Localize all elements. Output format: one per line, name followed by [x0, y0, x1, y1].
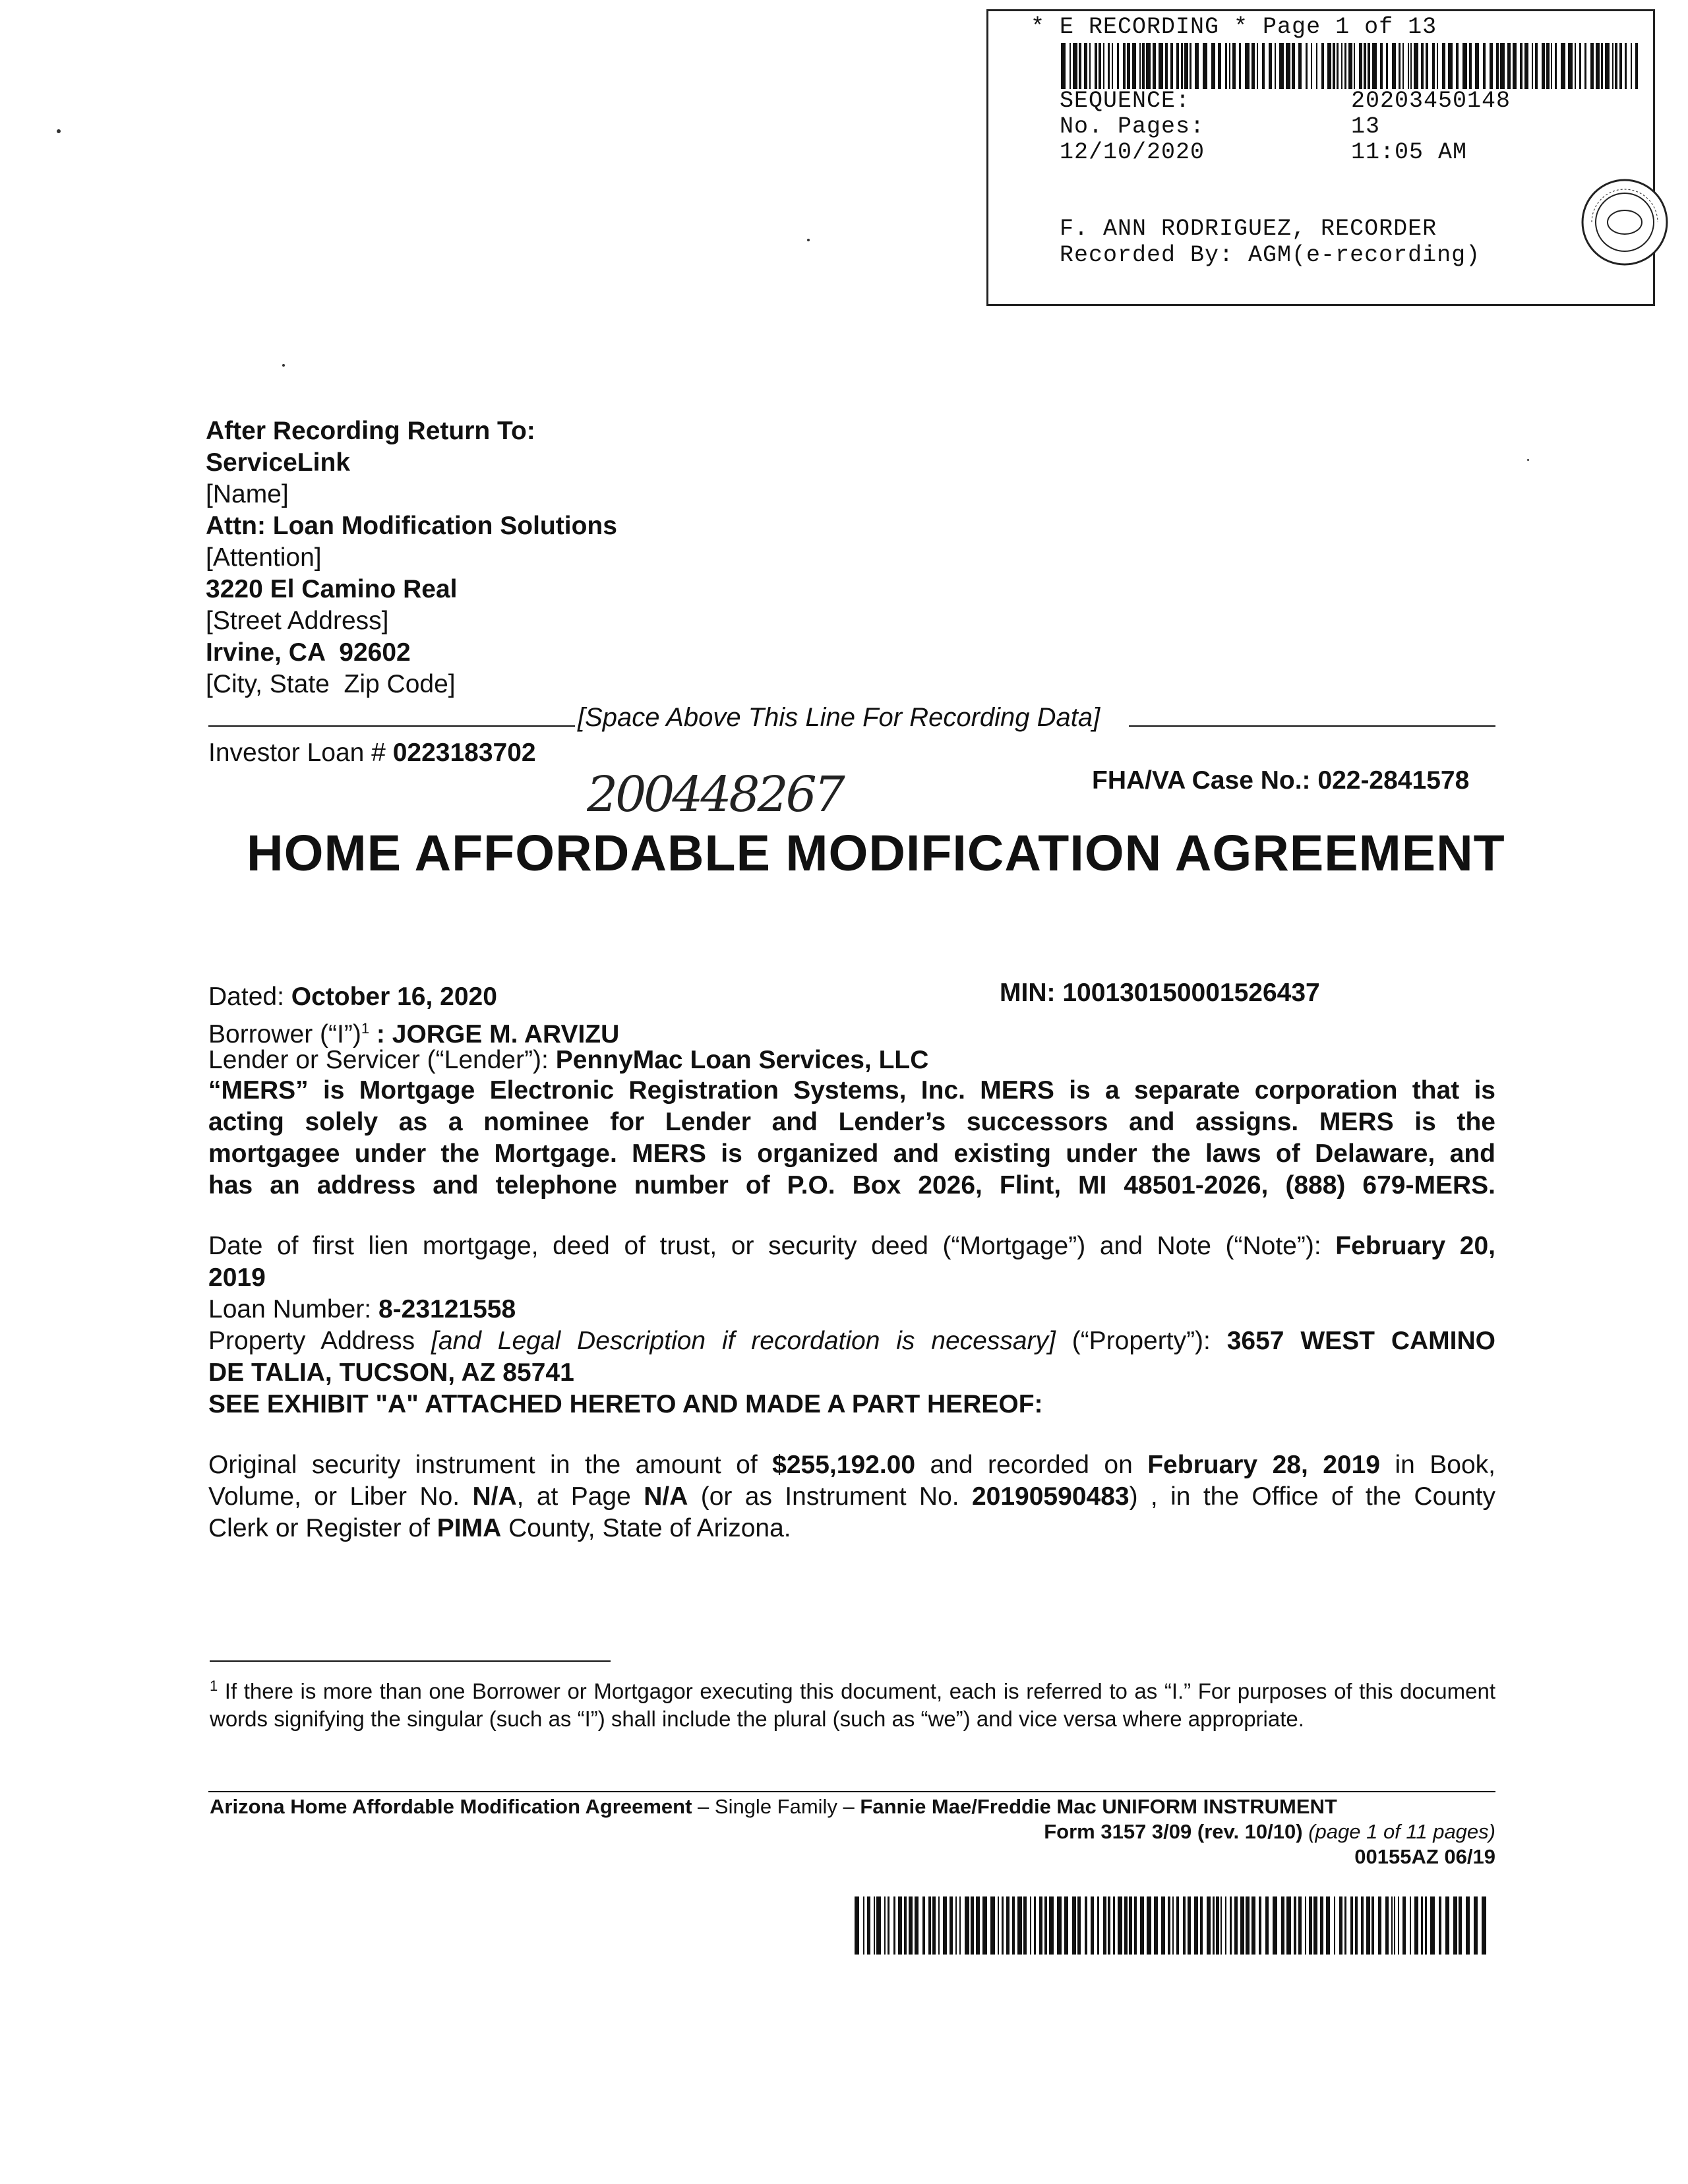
barcode-bar — [1246, 1896, 1250, 1955]
barcode-bar — [1391, 1896, 1393, 1955]
barcode-bar — [1221, 1896, 1222, 1955]
barcode-bar — [1165, 43, 1168, 89]
barcode-bar — [1334, 1896, 1335, 1955]
barcode-bar — [982, 1896, 987, 1955]
barcode-bar — [1612, 43, 1613, 89]
barcode-bar — [1551, 43, 1552, 89]
page-title: HOME AFFORDABLE MODIFICATION AGREEMENT — [247, 825, 1505, 882]
barcode-bar — [1229, 43, 1230, 89]
barcode-bar — [1337, 43, 1339, 89]
barcode-bar — [1354, 43, 1355, 89]
return-name-label: [Name] — [206, 480, 289, 508]
barcode-bar — [1326, 1896, 1330, 1955]
scan-speck — [282, 364, 285, 367]
barcode-bar — [863, 1896, 864, 1955]
barcode-bar — [1176, 43, 1179, 89]
barcode-bar — [1124, 1896, 1128, 1955]
barcode-bar — [1408, 43, 1409, 89]
barcode-bar — [1146, 43, 1151, 89]
barcode-bar — [1225, 1896, 1226, 1955]
barcode-bar — [1459, 1896, 1462, 1955]
footnote: $^1$ If there is more than one Borrower or Mortgagor executing this document, each is referred to as “I.” For purposes of this document words signifying the singular (such as “I”) shall include the plural (such as “we”) and vice versa where appropriate. — [210, 1678, 1495, 1731]
barcode-bar — [990, 1896, 995, 1955]
barcode-bar — [1190, 43, 1191, 89]
barcode-bar — [1259, 1896, 1261, 1955]
barcode-bar — [1064, 1896, 1068, 1955]
barcode-bar — [1103, 1896, 1106, 1955]
barcode-bar — [1195, 43, 1199, 89]
barcode-bar — [1203, 43, 1207, 89]
barcode-bar — [1044, 1896, 1047, 1955]
space-above-caption: [Space Above This Line For Recording Data] — [578, 703, 1100, 732]
barcode-bar — [1414, 1896, 1418, 1955]
borrower: Borrower (“I”)$^1$ : JORGE M. ARVIZU — [208, 1020, 620, 1048]
barcode-bar — [1172, 1896, 1174, 1955]
barcode-bar — [1213, 1896, 1215, 1955]
barcode-bar — [1023, 1896, 1027, 1955]
barcode-bar — [1147, 1896, 1151, 1955]
barcode-bar — [1462, 43, 1467, 89]
barcode-bar — [1084, 43, 1087, 89]
barcode-bar — [1469, 43, 1472, 89]
barcode-bar — [1482, 1896, 1486, 1955]
barcode-bar — [1619, 43, 1622, 89]
handwritten-number — [587, 764, 930, 830]
barcode-bar — [1344, 1896, 1346, 1955]
barcode-bar — [1546, 43, 1550, 89]
barcode-bar — [1049, 1896, 1054, 1955]
barcode-bar — [867, 1896, 870, 1955]
barcode-bar — [959, 1896, 961, 1955]
property-address-line: Property Address [and Legal Description if recordation is necessary] (“Property”): 3657 WEST CAMINO — [208, 1327, 1495, 1355]
barcode-bar — [1432, 43, 1435, 89]
barcode-bar — [1006, 1896, 1010, 1955]
barcode-bar — [876, 1896, 881, 1955]
barcode-bar — [1561, 43, 1565, 89]
barcode-bar — [1321, 43, 1324, 89]
barcode-bar — [1123, 43, 1126, 89]
barcode-bar — [1410, 43, 1412, 89]
investor-loan: Investor Loan # 0223183702 — [208, 739, 536, 767]
barcode-bar — [1194, 1896, 1198, 1955]
return-name: ServiceLink — [206, 448, 350, 477]
barcode-bar — [909, 1896, 913, 1955]
barcode-bar — [1366, 1896, 1370, 1955]
barcode-bar — [1085, 1896, 1087, 1955]
recording-divider-right — [1129, 725, 1495, 727]
barcode-bar — [1421, 43, 1424, 89]
barcode-bar — [1568, 43, 1573, 89]
barcode-bar — [1298, 43, 1302, 89]
barcode-bar — [932, 1896, 936, 1955]
sequence-value: 20203450148 — [1351, 88, 1511, 114]
security-instrument-line: Volume, or Liber No. N/A, at Page N/A (or as Instrument No. 20190590483) , in the Office of the County — [208, 1482, 1495, 1511]
return-city: Irvine, CA 92602 — [206, 638, 411, 667]
barcode-bar — [1425, 1896, 1427, 1955]
barcode-bar — [938, 1896, 940, 1955]
sequence-label: SEQUENCE: — [1060, 88, 1191, 114]
barcode-bar — [1355, 1896, 1358, 1955]
barcode-bar — [1635, 43, 1638, 89]
barcode-bar — [1380, 43, 1383, 89]
barcode-bar — [1535, 43, 1538, 89]
barcode-bar — [1524, 43, 1528, 89]
barcode-bar — [1309, 1896, 1312, 1955]
return-heading: After Recording Return To: — [206, 417, 535, 445]
min-number: MIN: 100130150001526437 — [1000, 979, 1320, 1007]
barcode-bar — [1350, 1896, 1353, 1955]
barcode-bar — [1281, 1896, 1284, 1955]
barcode-bar — [1361, 1896, 1364, 1955]
barcode-bar — [1394, 1896, 1395, 1955]
barcode-bar — [1483, 43, 1486, 89]
barcode-bar — [1142, 43, 1145, 89]
barcode-bar — [1298, 1896, 1302, 1955]
barcode-bar — [1200, 1896, 1203, 1955]
barcode-bar — [965, 1896, 969, 1955]
barcode-bar — [1448, 43, 1453, 89]
barcode-bar — [1341, 43, 1342, 89]
barcode-bar — [1216, 1896, 1219, 1955]
recording-title: * E RECORDING * Page 1 of 13 — [1031, 14, 1437, 40]
barcode-bar — [1079, 43, 1081, 89]
barcode-bar — [898, 1896, 902, 1955]
document-barcode — [855, 1896, 1492, 1955]
pages-label: No. Pages: — [1060, 113, 1205, 140]
barcode-bar — [1181, 43, 1183, 89]
recording-divider-left — [208, 725, 575, 727]
barcode-bar — [1333, 43, 1335, 89]
dated: Dated: October 16, 2020 — [208, 983, 497, 1011]
barcode-bar — [1183, 1896, 1186, 1955]
mers-line: has an address and telephone number of P.O. Box 2026, Flint, MI 48501-2026, (888) 679-MERS. — [208, 1171, 1495, 1199]
barcode-bar — [884, 1896, 886, 1955]
barcode-bar — [1262, 43, 1265, 89]
barcode-bar — [1601, 43, 1603, 89]
barcode-bar — [1348, 43, 1352, 89]
barcode-bar — [1466, 1896, 1470, 1955]
lender: Lender or Servicer (“Lender”): PennyMac Loan Services, LLC — [208, 1046, 929, 1074]
barcode-bar — [1113, 1896, 1115, 1955]
barcode-bar — [1230, 1896, 1232, 1955]
barcode-bar — [1176, 1896, 1179, 1955]
fha-case: FHA/VA Case No.: 022-2841578 — [1092, 766, 1470, 795]
barcode-bar — [1507, 43, 1511, 89]
barcode-bar — [1555, 43, 1557, 89]
barcode-bar — [1392, 43, 1396, 89]
barcode-bar — [1542, 43, 1545, 89]
barcode-bar — [1385, 1896, 1389, 1955]
barcode-bar — [1089, 43, 1091, 89]
barcode-bar — [1132, 43, 1136, 89]
barcode-bar — [1108, 1896, 1110, 1955]
barcode-bar — [1140, 1896, 1144, 1955]
barcode-bar — [1378, 1896, 1381, 1955]
exhibit-reference: SEE EXHIBIT "A" ATTACHED HERETO AND MADE A PART HEREOF: — [208, 1390, 1043, 1418]
barcode-bar — [1030, 1896, 1031, 1955]
barcode-bar — [1339, 1896, 1342, 1955]
mers-line: “MERS” is Mortgage Electronic Registration Systems, Inc. MERS is a separate corporation that is — [208, 1076, 1495, 1105]
barcode-bar — [1453, 1896, 1457, 1955]
svg-text:200448267: 200448267 — [587, 766, 843, 823]
barcode-bar — [1117, 43, 1119, 89]
barcode-bar — [943, 1896, 947, 1955]
recording-stamp — [986, 9, 1655, 306]
barcode-bar — [1279, 43, 1284, 89]
barcode-bar — [998, 1896, 999, 1955]
barcode-bar — [950, 1896, 953, 1955]
footer-divider — [208, 1791, 1495, 1792]
barcode-bar — [1127, 43, 1130, 89]
barcode-bar — [1239, 43, 1241, 89]
barcode-bar — [1410, 1896, 1411, 1955]
barcode-bar — [1257, 43, 1258, 89]
barcode-bar — [888, 1896, 889, 1955]
barcode-bar — [1118, 1896, 1122, 1955]
barcode-bar — [1372, 43, 1377, 89]
mers-line: mortgagee under the Mortgage. MERS is organized and existing under the laws of Delaware, and — [208, 1139, 1495, 1168]
barcode-bar — [1359, 43, 1362, 89]
return-attention: Attn: Loan Modification Solutions — [206, 512, 617, 540]
pages-value: 13 — [1351, 113, 1381, 140]
barcode-bar — [1344, 43, 1346, 89]
barcode-bar — [1442, 43, 1445, 89]
barcode-bar — [1070, 43, 1071, 89]
recorded-by: Recorded By: AGM(e-recording) — [1060, 242, 1481, 268]
loan-number: Loan Number: 8-23121558 — [208, 1295, 516, 1323]
form-name: Arizona Home Affordable Modification Agreement – Single Family – Fannie Mae/Freddie Mac UNIFORM INSTRUMENT — [210, 1795, 1337, 1818]
barcode-bar — [904, 1896, 907, 1955]
barcode-bar — [1225, 43, 1227, 89]
barcode-bar — [1139, 43, 1141, 89]
barcode-bar — [1153, 43, 1156, 89]
mers-line: acting solely as a nominee for Lender and Lender’s successors and assigns. MERS is the — [208, 1108, 1495, 1136]
barcode-bar — [1211, 43, 1215, 89]
barcode-bar — [1077, 1896, 1081, 1955]
barcode-bar — [1161, 1896, 1165, 1955]
security-instrument-line: Original security instrument in the amount of $255,192.00 and recorded on February 28, 2019 in Book, — [208, 1451, 1495, 1479]
barcode-bar — [1605, 43, 1610, 89]
barcode-bar — [1579, 43, 1581, 89]
record-time: 11:05 AM — [1351, 139, 1468, 166]
barcode-bar — [1218, 43, 1221, 89]
barcode-bar — [1474, 1896, 1478, 1955]
barcode-bar — [1039, 1896, 1042, 1955]
barcode-bar — [1445, 1896, 1449, 1955]
form-code: 00155AZ 06/19 — [1354, 1845, 1495, 1868]
barcode-bar — [1398, 1896, 1399, 1955]
barcode-bar — [1292, 43, 1295, 89]
barcode-bar — [1168, 1896, 1170, 1955]
scan-speck — [1527, 459, 1529, 461]
barcode-bar — [955, 1896, 957, 1955]
first-lien-year: 2019 — [208, 1263, 266, 1292]
barcode-bar — [1364, 43, 1366, 89]
barcode-bar — [1426, 43, 1428, 89]
return-city-label: [City, State Zip Code] — [206, 670, 456, 698]
barcode-bar — [855, 1896, 859, 1955]
barcode-bar — [1184, 43, 1188, 89]
barcode-bar — [1057, 1896, 1062, 1955]
barcode-bar — [1108, 43, 1110, 89]
barcode-bar — [1316, 43, 1317, 89]
barcode-bar — [874, 1896, 875, 1955]
barcode-bar — [1095, 43, 1097, 89]
barcode-bar — [893, 1896, 895, 1955]
barcode-bar — [922, 1896, 925, 1955]
barcode-bar — [1269, 43, 1272, 89]
barcode-bar — [1073, 43, 1077, 89]
barcode-bar — [1159, 43, 1163, 89]
security-instrument-line: Clerk or Register of PIMA County, State of Arizona. — [208, 1514, 791, 1542]
barcode-bar — [1097, 1896, 1099, 1955]
barcode-bar — [1490, 43, 1493, 89]
form-number: Form 3157 3/09 (rev. 10/10) (page 1 of 11 pages) — [1044, 1820, 1495, 1843]
barcode-bar — [928, 1896, 931, 1955]
barcode-bar — [1311, 43, 1312, 89]
return-street-label: [Street Address] — [206, 607, 389, 635]
footnote-divider — [210, 1660, 611, 1662]
barcode-bar — [1286, 43, 1290, 89]
barcode-bar — [1103, 43, 1104, 89]
barcode-bar — [1072, 1896, 1076, 1955]
barcode-bar — [1265, 1896, 1269, 1955]
barcode-bar — [1017, 1896, 1022, 1955]
barcode-bar — [1402, 1896, 1406, 1955]
barcode-bar — [1475, 43, 1479, 89]
barcode-bar — [1496, 43, 1499, 89]
barcode-bar — [1399, 43, 1401, 89]
barcode-bar — [1154, 1896, 1158, 1955]
barcode-bar — [1456, 43, 1459, 89]
barcode-bar — [1234, 1896, 1238, 1955]
barcode-bar — [1313, 1896, 1317, 1955]
barcode-bar — [1129, 1896, 1132, 1955]
barcode-bar — [1320, 1896, 1323, 1955]
barcode-bar — [1012, 1896, 1015, 1955]
recorder-name: F. ANN RODRIGUEZ, RECORDER — [1060, 216, 1437, 242]
barcode-bar — [1251, 43, 1255, 89]
barcode-bar — [1430, 1896, 1435, 1955]
barcode-bar — [1421, 1896, 1423, 1955]
barcode-bar — [1134, 1896, 1137, 1955]
barcode-bar — [1188, 1896, 1191, 1955]
barcode-bar — [971, 1896, 974, 1955]
barcode-bar — [1294, 1896, 1296, 1955]
barcode-bar — [1513, 43, 1517, 89]
barcode-bar — [1170, 43, 1173, 89]
barcode-bar — [1386, 43, 1388, 89]
barcode-bar — [1061, 43, 1066, 89]
barcode-bar — [1532, 43, 1533, 89]
scan-speck — [807, 239, 810, 241]
barcode-bar — [1305, 1896, 1306, 1955]
scan-speck — [57, 129, 61, 133]
barcode-bar — [1286, 1896, 1291, 1955]
barcode-bar — [1207, 1896, 1211, 1955]
barcode-bar — [1372, 1896, 1374, 1955]
barcode-bar — [1584, 43, 1586, 89]
barcode-bar — [1245, 43, 1250, 89]
barcode-bar — [1437, 43, 1438, 89]
barcode-bar — [1402, 43, 1404, 89]
barcode-bar — [1368, 43, 1370, 89]
barcode-bar — [1240, 1896, 1244, 1955]
barcode-bar — [1520, 43, 1522, 89]
barcode-bar — [1327, 43, 1331, 89]
barcode-bar — [1034, 1896, 1036, 1955]
county-seal-icon — [1579, 176, 1671, 268]
barcode-bar — [1439, 1896, 1441, 1955]
barcode-bar — [1596, 43, 1600, 89]
barcode-bar — [1112, 43, 1113, 89]
barcode-bar — [1500, 43, 1505, 89]
barcode-bar — [1099, 43, 1101, 89]
barcode-bar — [1414, 43, 1418, 89]
barcode-bar — [1275, 43, 1276, 89]
record-date: 12/10/2020 — [1060, 139, 1205, 166]
return-attention-label: [Attention] — [206, 543, 322, 572]
barcode-bar — [1091, 1896, 1094, 1955]
barcode-bar — [1251, 1896, 1255, 1955]
first-lien-line: Date of first lien mortgage, deed of trust, or security deed (“Mortgage”) and Note (“Note”): February 20, — [208, 1232, 1495, 1260]
barcode-bar — [1575, 43, 1576, 89]
barcode-bar — [1002, 1896, 1004, 1955]
property-address-cont: DE TALIA, TUCSON, AZ 85741 — [208, 1358, 574, 1387]
return-street: 3220 El Camino Real — [206, 575, 458, 603]
barcode-bar — [1232, 43, 1236, 89]
barcode-bar — [1306, 43, 1308, 89]
barcode-bar — [1625, 43, 1627, 89]
barcode-bar — [915, 1896, 919, 1955]
barcode-bar — [1615, 43, 1617, 89]
barcode-bar — [976, 1896, 980, 1955]
barcode-bar — [1590, 43, 1594, 89]
barcode-bar — [1631, 43, 1632, 89]
barcode-bar — [1273, 1896, 1277, 1955]
